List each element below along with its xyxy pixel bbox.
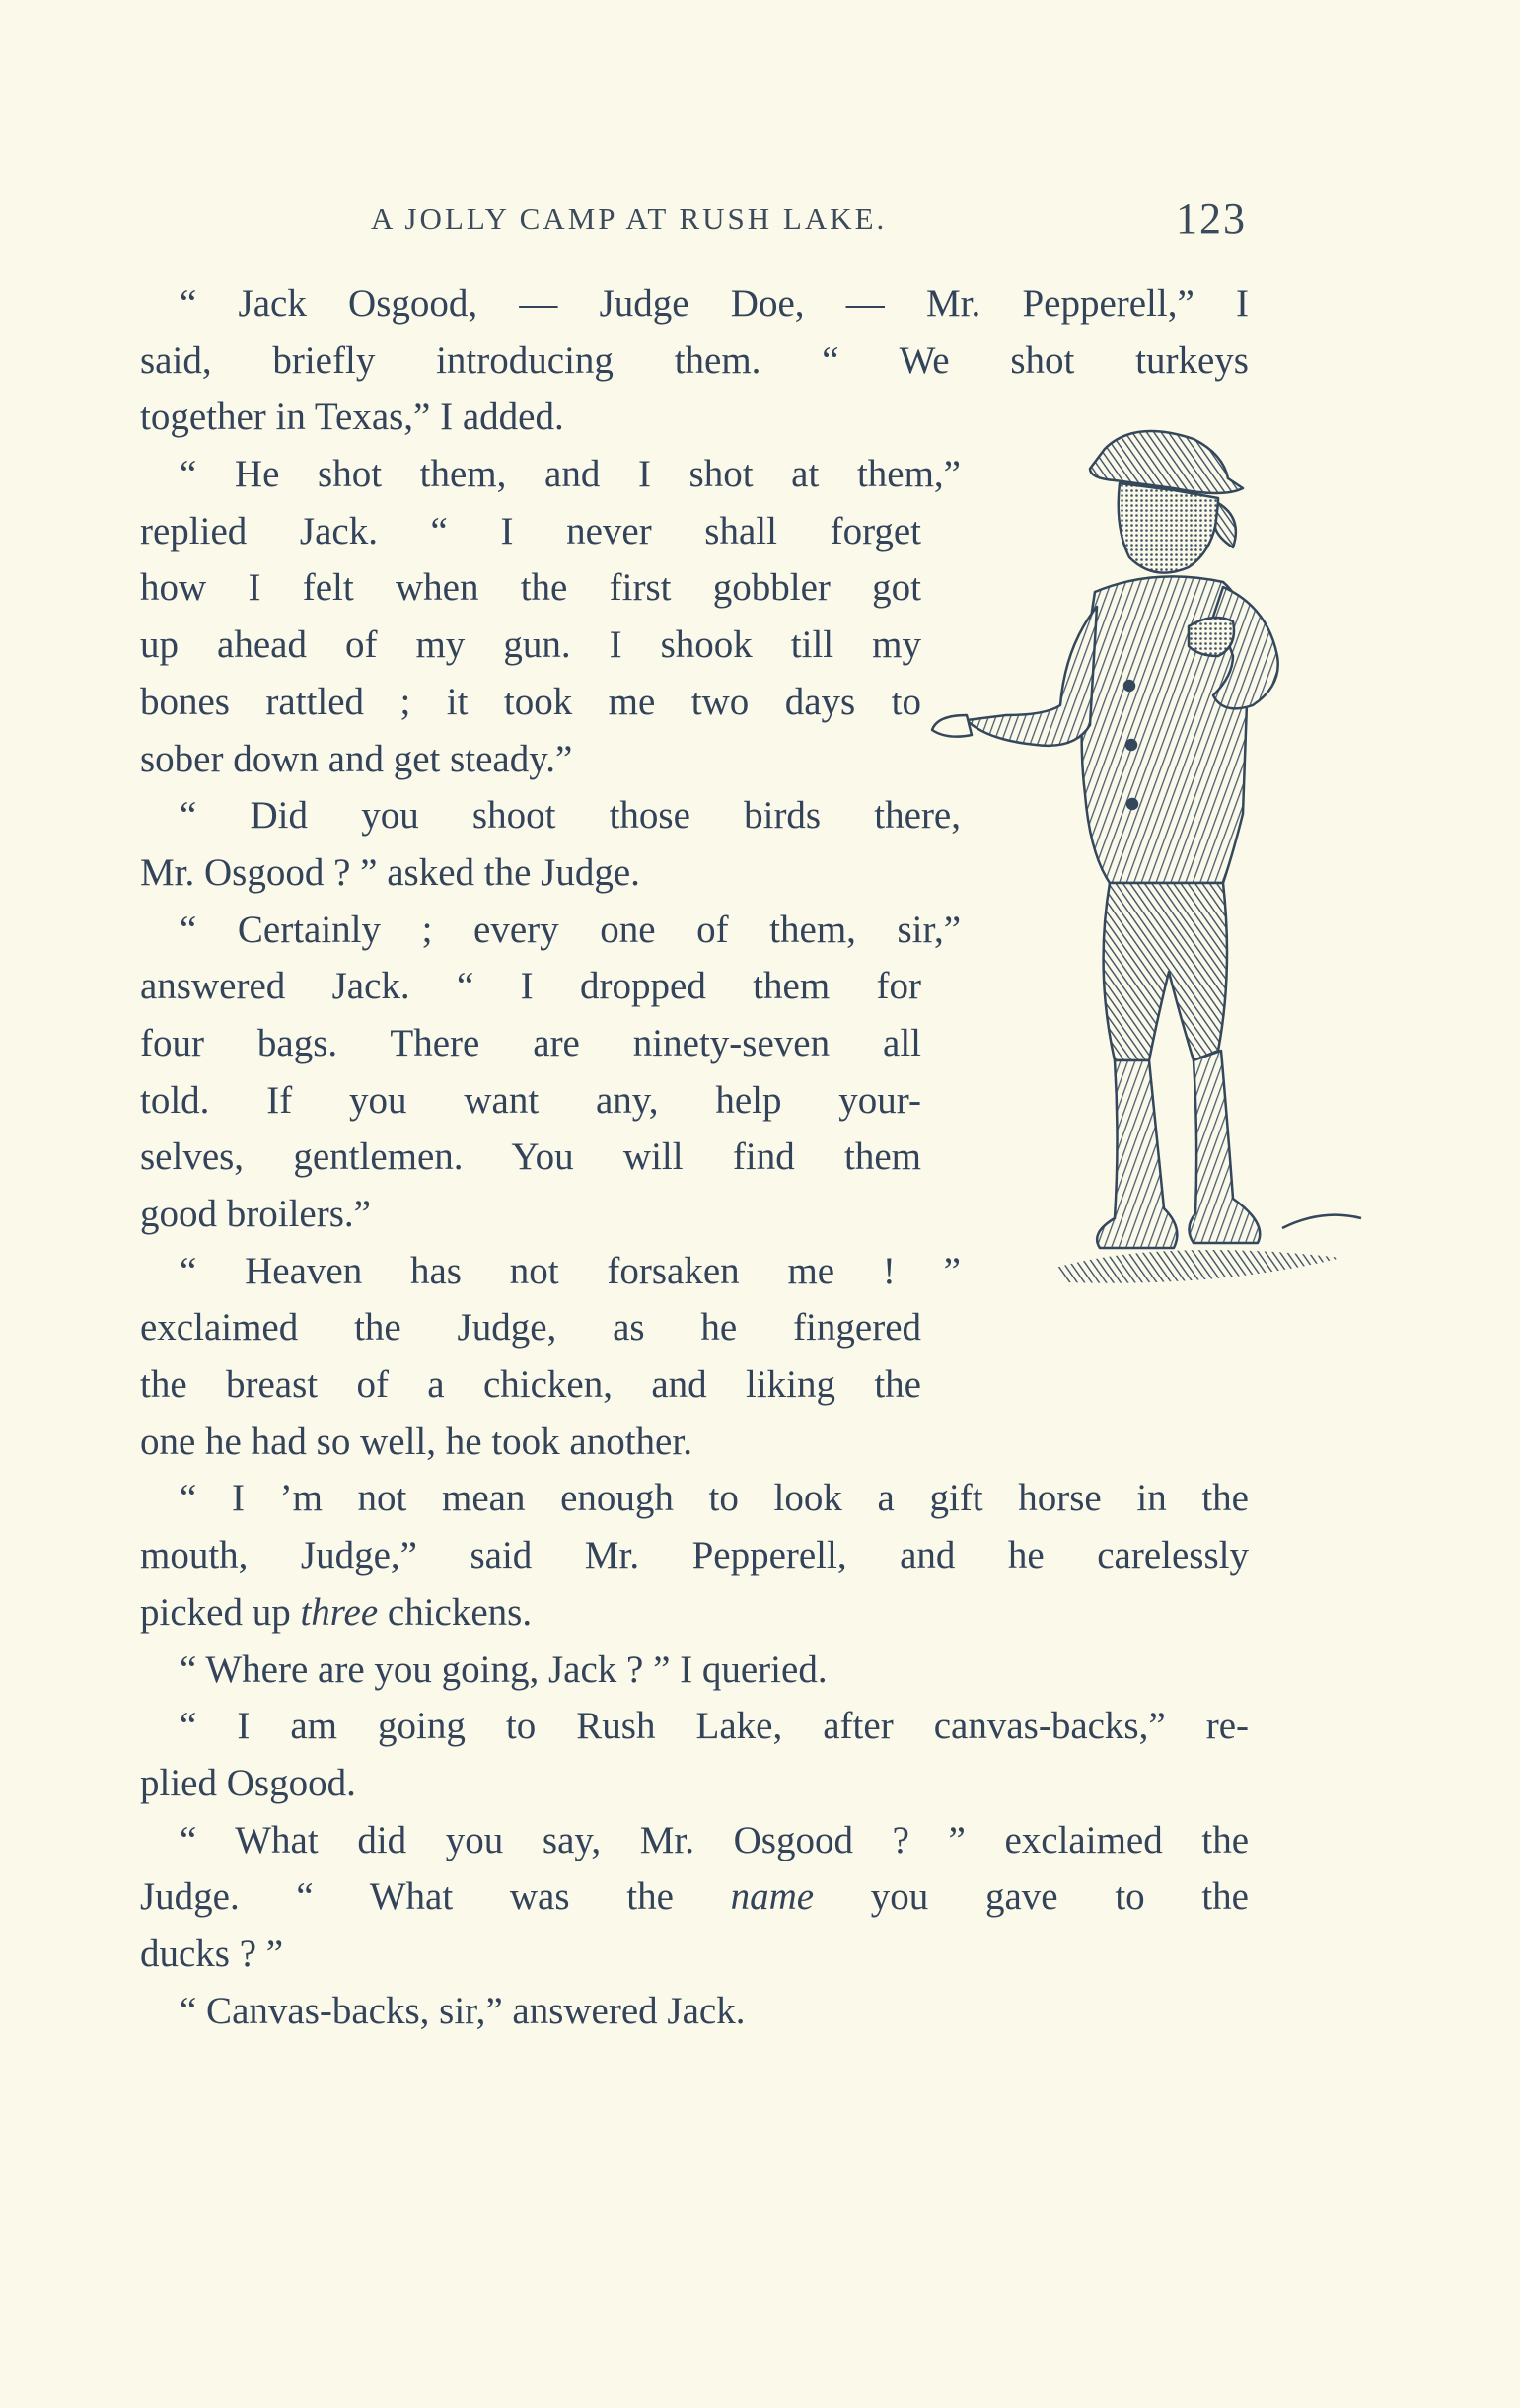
text-line: plied Osgood. <box>140 1761 356 1804</box>
text-line: mouth, Judge,” said Mr. Pepperell, and he carelessly <box>140 1534 1249 1577</box>
text-line: how I felt when the first gobbler got <box>140 566 921 610</box>
text-line: “ Certainly ; every one of them, sir,” <box>180 908 961 951</box>
text-line: together in Texas,” I added. <box>140 396 564 439</box>
text-line: bones rattled ; it took me two days to <box>140 680 921 723</box>
text-line: Mr. Osgood ? ” asked the Judge. <box>140 850 640 894</box>
text-line <box>140 1868 1249 1926</box>
text-line: four bags. There are ninety-seven all <box>140 1021 921 1064</box>
text-line: “ I ’m not mean enough to look a gift horse in the <box>180 1477 1249 1520</box>
text-line: good broilers.” <box>140 1193 371 1235</box>
text-run: Judge. “ What was the <box>140 1875 731 1919</box>
text-line: said, briefly introducing them. “ We shot turkeys <box>140 338 1249 382</box>
page-number: 123 <box>1176 194 1247 243</box>
text-line: selves, gentlemen. You will find them <box>140 1135 921 1179</box>
text-line: one he had so well, he took another. <box>140 1420 692 1463</box>
text-line: told. If you want any, help your- <box>140 1078 921 1122</box>
text-run: picked up <box>140 1590 301 1634</box>
running-title: A JOLLY CAMP AT RUSH LAKE. <box>371 201 888 236</box>
text-line: sober down and get steady.” <box>140 737 573 780</box>
text-line <box>140 1584 1249 1642</box>
running-head <box>138 193 1247 249</box>
text-line: the breast of a chicken, and liking the <box>140 1363 921 1407</box>
italic-word: name <box>730 1875 815 1919</box>
italic-word: three <box>300 1590 379 1634</box>
text-line: “ What did you say, Mr. Osgood ? ” exclaimed the <box>180 1818 1249 1861</box>
text-line: answered Jack. “ I dropped them for <box>140 965 921 1008</box>
text-run: you gave to the <box>814 1875 1249 1919</box>
text-line: ducks ? ” <box>140 1932 284 1975</box>
text-line: replied Jack. “ I never shall forget <box>140 509 921 552</box>
man-in-hunting-clothes-illustration <box>927 419 1381 1465</box>
text-line: “ I am going to Rush Lake, after canvas-backs,” re- <box>180 1705 1249 1748</box>
text-line: “ Where are you going, Jack ? ” I queried. <box>180 1647 828 1691</box>
text-line: “ He shot them, and I shot at them,” <box>180 453 961 496</box>
text-line: “ Did you shoot those birds there, <box>180 794 961 838</box>
text-line: “ Jack Osgood, — Judge Doe, — Mr. Pepperell,” I <box>180 282 1249 325</box>
text-line: exclaimed the Judge, as he fingered <box>140 1306 921 1350</box>
text-line: “ Canvas-backs, sir,” answered Jack. <box>180 1989 746 2032</box>
text-run: chickens. <box>378 1590 533 1634</box>
text-line: “ Heaven has not forsaken me ! ” <box>180 1249 961 1292</box>
text-line: up ahead of my gun. I shook till my <box>140 623 921 667</box>
